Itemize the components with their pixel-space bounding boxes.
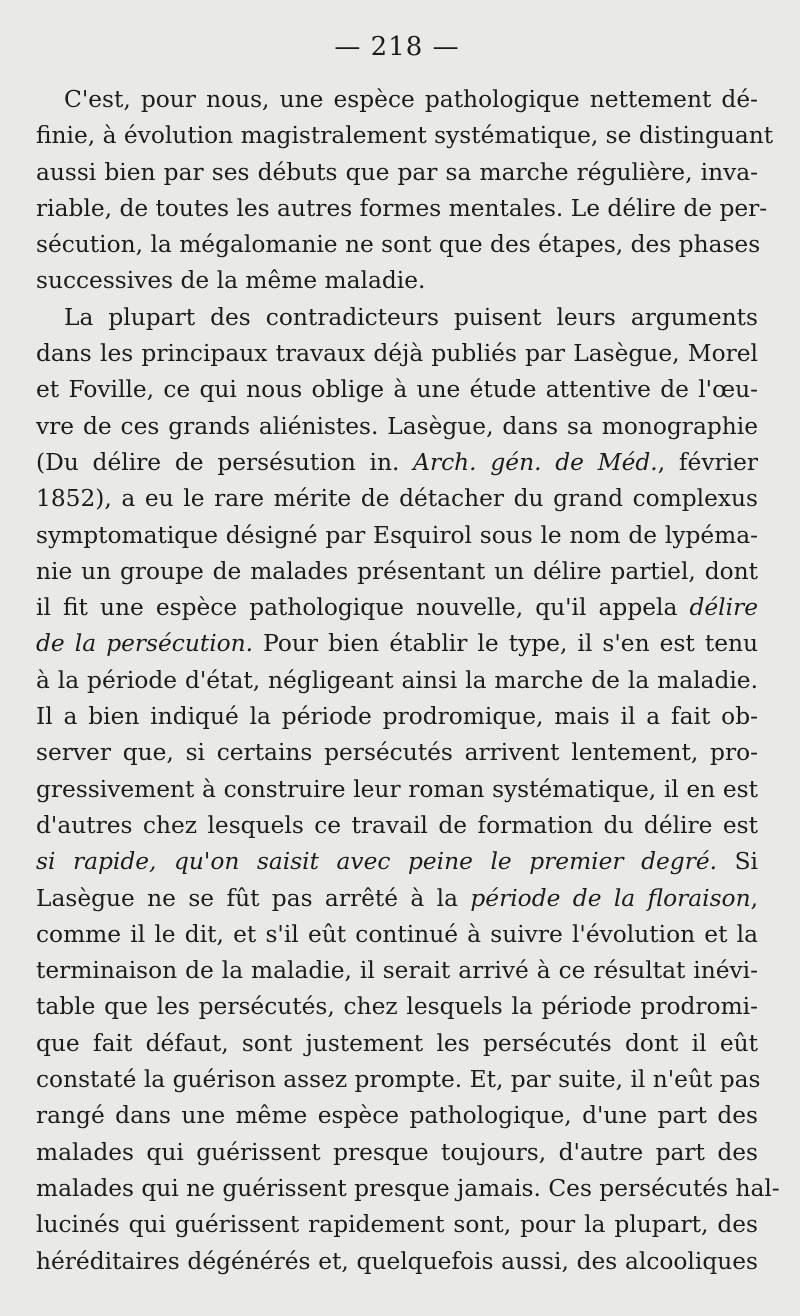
paragraph-1 (36, 82, 774, 300)
text-line: successives de la même maladie. (36, 267, 426, 295)
text-line: dans les principaux travaux déjà publiés par Lasègue, Morel (36, 340, 758, 368)
text-line: terminaison de la maladie, il serait arrivé à ce résultat inévi- (36, 957, 758, 985)
text-line: rangé dans une même espèce pathologique, d'une part des (36, 1102, 758, 1130)
text-line: de la persécution. Pour bien établir le type, il s'en est tenu (36, 630, 758, 658)
text-line: et Foville, ce qui nous oblige à une étude attentive de l'œu- (36, 376, 758, 404)
text-line: table que les persécutés, chez lesquels la période prodromi- (36, 993, 758, 1021)
text-line: que fait défaut, sont justement les persécutés dont il eût (36, 1029, 758, 1057)
text-line: vre de ces grands aliénistes. Lasègue, dans sa monographie (36, 412, 758, 440)
text-line: malades qui guérissent presque toujours, d'autre part des (36, 1138, 758, 1166)
text-line: Lasègue ne se fût pas arrêté à la période de la floraison, (36, 884, 758, 912)
text-line: sécution, la mégalomanie ne sont que des étapes, des phases (36, 231, 761, 259)
paragraph-2 (36, 300, 780, 1280)
text-line: lucinés qui guérissent rapidement sont, pour la plupart, des (36, 1211, 758, 1239)
italic-phrase: de la persécution. (36, 630, 254, 658)
text-line: Il a bien indiqué la période prodromique, mais il a fait ob- (36, 703, 758, 731)
text-line: à la période d'état, négligeant ainsi la marche de la maladie. (36, 666, 758, 694)
italic-phrase: période de la floraison (470, 884, 751, 912)
text-line: (Du délire de persésution in. Arch. gén. de Méd., février (36, 448, 758, 476)
italic-phrase: si rapide, qu'on saisit avec peine le premier degré. (36, 848, 718, 876)
text-line: il fit une espèce pathologique nouvelle, qu'il appela délire (36, 594, 758, 622)
text-line: riable, de toutes les autres formes mentales. Le délire de per- (36, 194, 768, 222)
text-line: symptomatique désigné par Esquirol sous le nom de lypéma- (36, 521, 758, 549)
italic-phrase: Arch. gén. de Méd. (413, 448, 658, 476)
body-text (36, 82, 780, 1280)
text-line: héréditaires dégénérés et, quelquefois aussi, des alcooliques (36, 1247, 758, 1275)
text-line: finie, à évolution magistralement systématique, se distinguant (36, 122, 774, 150)
text-line: malades qui ne guérissent presque jamais. Ces persécutés hal- (36, 1174, 780, 1202)
text-line: nie un groupe de malades présentant un délire partiel, dont (36, 557, 758, 585)
text-line: server que, si certains persécutés arrivent lentement, pro- (36, 739, 758, 767)
text-line: C'est, pour nous, une espèce pathologique nettement dé- (64, 86, 758, 113)
text-line: 1852), a eu le rare mérite de détacher du grand complexus (36, 485, 758, 513)
text-line: si rapide, qu'on saisit avec peine le premier degré. Si (36, 848, 758, 876)
text-line: gressivement à construire leur roman systématique, il en est (36, 775, 758, 803)
page-number: — 218 — (334, 32, 460, 62)
text-line: La plupart des contradicteurs puisent leurs arguments (64, 303, 758, 331)
text-line: constaté la guérison assez prompte. Et, par suite, il n'eût pas (36, 1066, 761, 1094)
text-line: aussi bien par ses débuts que par sa marche régulière, inva- (36, 158, 758, 186)
text-line: comme il le dit, et s'il eût continué à suivre l'évolution et la (36, 920, 758, 948)
text-line: d'autres chez lesquels ce travail de formation du délire est (36, 811, 758, 839)
italic-phrase: délire (689, 594, 758, 622)
